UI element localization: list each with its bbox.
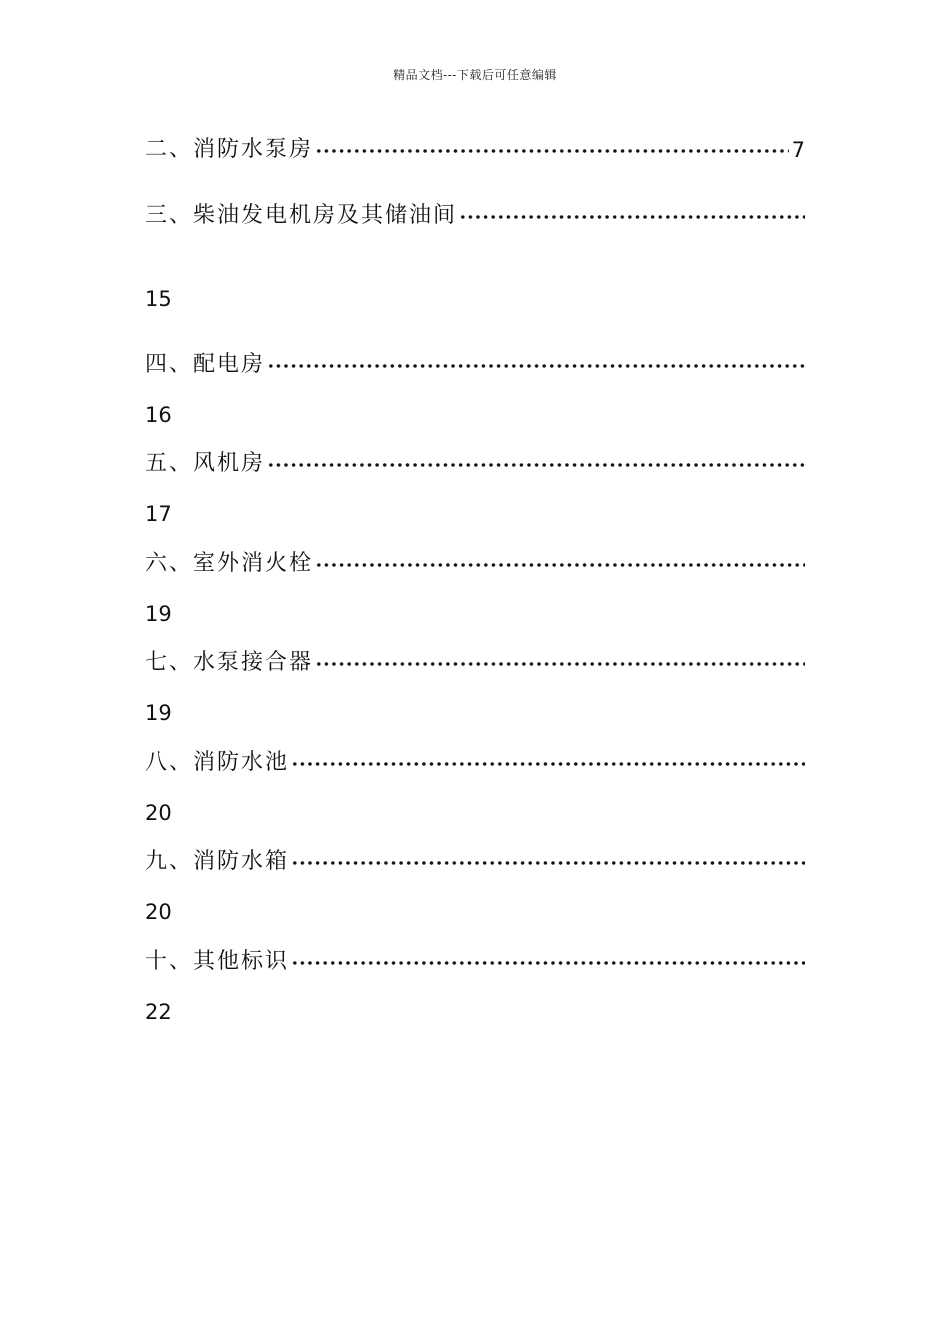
toc-entry[interactable] [145, 134, 805, 166]
toc-dot-leader [315, 563, 805, 567]
toc-dot-leader [267, 463, 805, 467]
toc-dot-leader [291, 861, 805, 865]
toc-entry[interactable] [145, 548, 805, 580]
toc-entry-page: 19 [145, 602, 172, 626]
toc-dot-leader [267, 364, 805, 368]
toc-dot-leader [291, 762, 805, 766]
toc-entry-page: 7 [791, 138, 805, 162]
toc-entry[interactable] [145, 448, 805, 480]
toc-entry-title: 三、柴油发电机房及其储油间 [145, 203, 458, 228]
toc-entry[interactable] [145, 349, 805, 381]
toc-entry-page: 19 [145, 701, 172, 725]
toc-entry-title: 五、风机房 [145, 451, 266, 476]
toc-entry-title: 二、消防水泵房 [145, 137, 314, 162]
toc-entry-page: 20 [145, 900, 172, 924]
page-header: 精品文档---下载后可任意编辑 [393, 68, 557, 82]
toc-dot-leader [315, 149, 789, 153]
toc-entry[interactable] [145, 647, 805, 679]
toc-entry[interactable] [145, 747, 805, 779]
toc-entry[interactable] [145, 946, 805, 978]
toc-entry-page: 17 [145, 502, 172, 526]
toc-entry-title: 四、配电房 [145, 352, 266, 377]
toc-entry-title: 八、消防水池 [145, 750, 290, 775]
toc-entry[interactable] [145, 200, 805, 232]
toc-dot-leader [291, 961, 805, 965]
toc-entry-page: 20 [145, 801, 172, 825]
toc-dot-leader [315, 662, 805, 666]
toc-entry-page: 16 [145, 403, 172, 427]
toc-entry-page: 15 [145, 287, 172, 311]
toc-entry-title: 六、室外消火栓 [145, 551, 314, 576]
toc-entry-title: 十、其他标识 [145, 949, 290, 974]
toc-entry-page: 22 [145, 1000, 172, 1024]
toc-dot-leader [459, 215, 805, 219]
toc-entry-title: 七、水泵接合器 [145, 650, 314, 675]
toc-entry-title: 九、消防水箱 [145, 849, 290, 874]
toc-entry[interactable] [145, 846, 805, 878]
